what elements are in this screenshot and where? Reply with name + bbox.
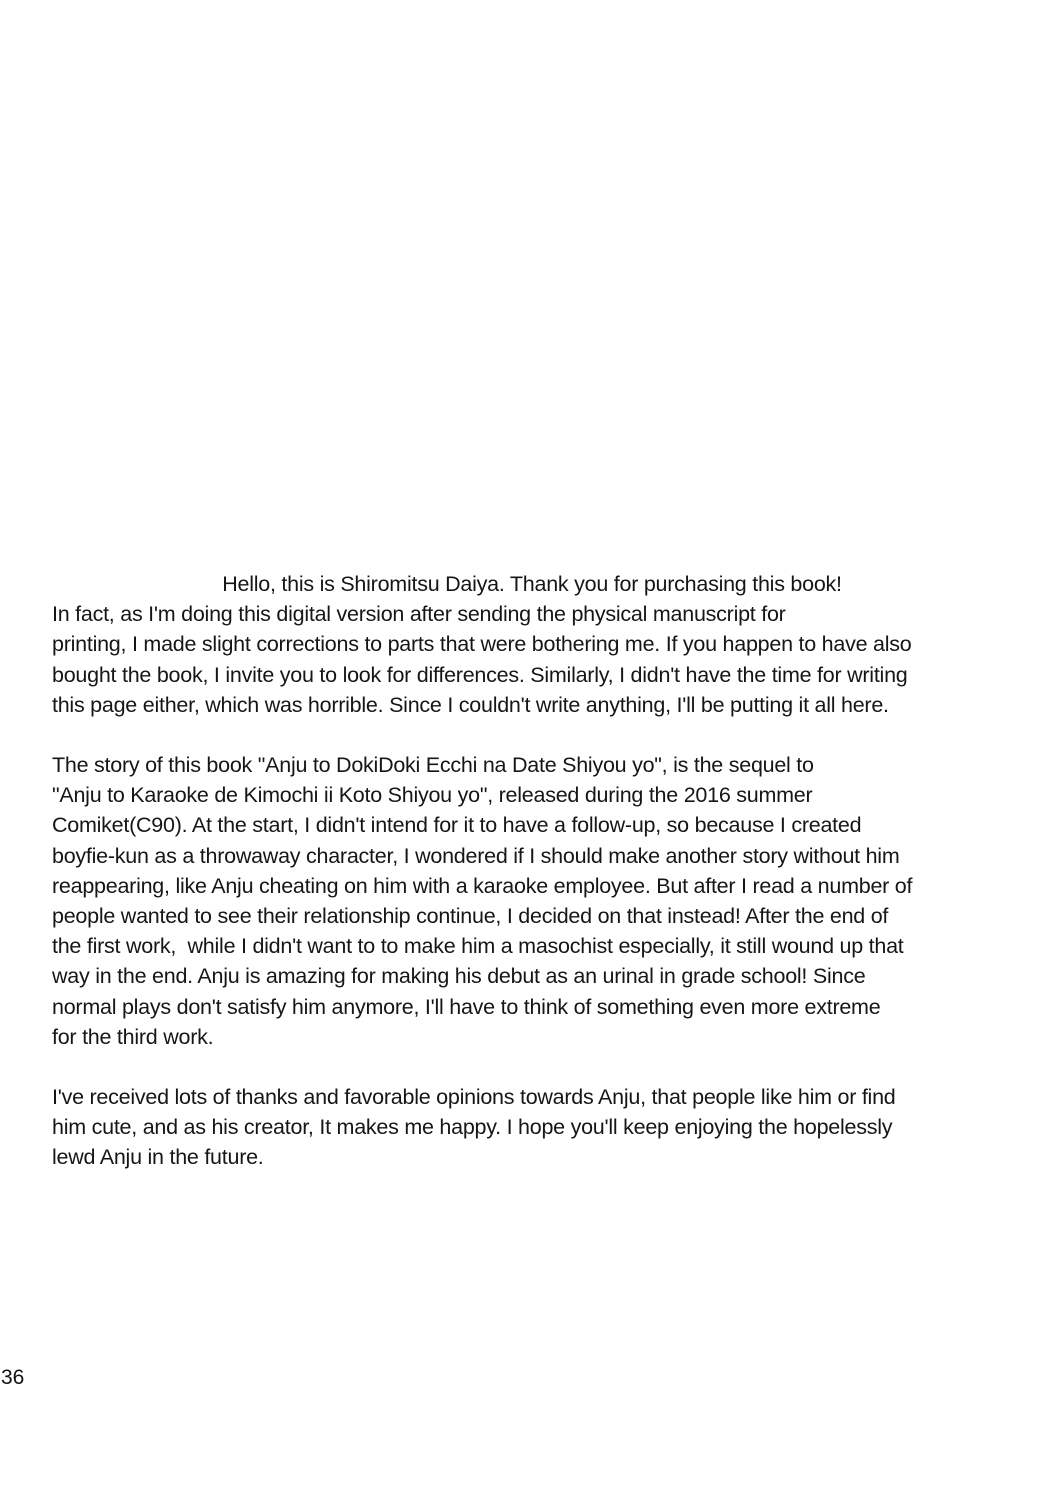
afterword-text-block (52, 569, 1012, 1173)
text-line: him cute, and as his creator, It makes me happy. I hope you'll keep enjoying the hopelessly (52, 1115, 893, 1140)
greeting-line: Hello, this is Shiromitsu Daiya. Thank you for purchasing this book! (222, 572, 842, 596)
text-line: Comiket(C90). At the start, I didn't intend for it to have a follow-up, so because I created (52, 813, 862, 838)
text-line: printing, I made slight corrections to parts that were bothering me. If you happen to have also (52, 632, 912, 657)
text-line: this page either, which was horrible. Since I couldn't write anything, I'll be putting it all here. (52, 692, 889, 717)
text-line: for the third work. (52, 1024, 214, 1049)
afterword-paragraph-3 (52, 1082, 1012, 1173)
text-line: "Anju to Karaoke de Kimochi ii Koto Shiyou yo", released during the 2016 summer (52, 783, 813, 808)
text-line: reappearing, like Anju cheating on him with a karaoke employee. But after I read a number of (52, 873, 913, 898)
afterword-paragraph-2 (52, 750, 1012, 1052)
page-number: 36 (1, 1366, 25, 1389)
text-line: In fact, as I'm doing this digital version after sending the physical manuscript for (52, 602, 786, 627)
text-line: the first work, while I didn't want to to make him a masochist especially, it still wound up that (52, 934, 904, 959)
text-line: boyfie-kun as a throwaway character, I wondered if I should make another story without him (52, 843, 900, 868)
text-line: way in the end. Anju is amazing for making his debut as an urinal in grade school! Since (52, 964, 866, 989)
text-line: people wanted to see their relationship continue, I decided on that instead! After the end of (52, 904, 889, 929)
text-line: normal plays don't satisfy him anymore, I'll have to think of something even more extreme (52, 994, 881, 1019)
text-line: bought the book, I invite you to look for differences. Similarly, I didn't have the time for writing (52, 662, 908, 687)
afterword-paragraph-1 (52, 569, 1012, 720)
text-line: lewd Anju in the future. (52, 1145, 264, 1170)
text-line: The story of this book "Anju to DokiDoki Ecchi na Date Shiyou yo", is the sequel to (52, 753, 814, 778)
text-line: I've received lots of thanks and favorable opinions towards Anju, that people like him or find (52, 1085, 896, 1110)
